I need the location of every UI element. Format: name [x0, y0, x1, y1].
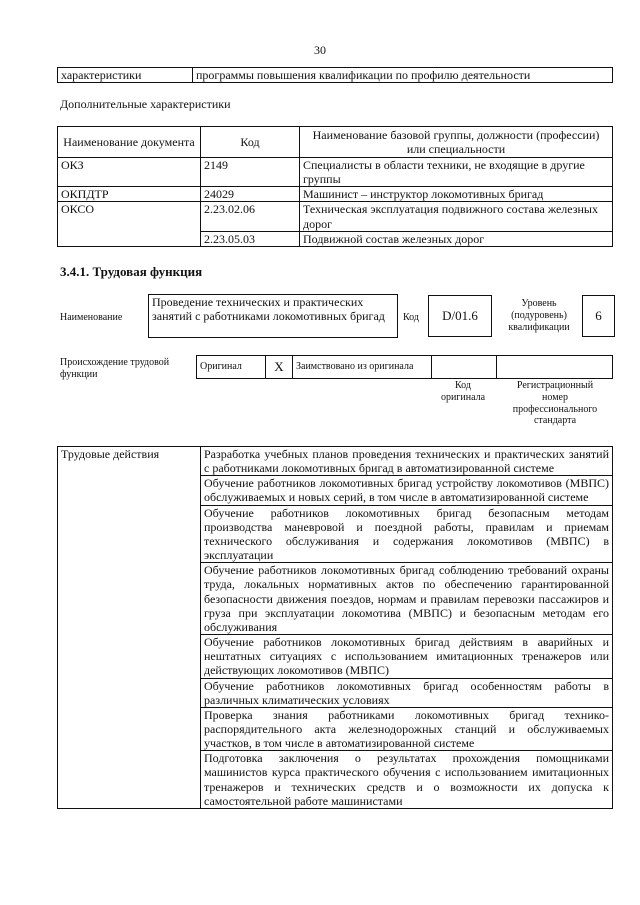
reg-number-caption: Регистрационный номер профессионального стандарта	[512, 380, 598, 427]
header-name: Наименование базовой группы, должности (профессии) или специальности	[300, 127, 613, 158]
code-original-caption: Код оригинала	[440, 380, 486, 403]
labor-action-item: Подготовка заключения о результатах прохождения помощниками машинистов курса практического обучения с использованием имитационных тренажеров и технических средств и о возможности их допуска к самостоятельной работе машинистами	[201, 751, 613, 809]
table-row	[58, 187, 613, 202]
additional-title: Дополнительные характеристики	[60, 97, 231, 111]
labor-action-item: Обучение работников локомотивных бригад действиям в аварийных и нештатных ситуациях с использованием имитационных тренажеров или действующих локомотивов (МВПС)	[201, 635, 613, 678]
row-doc: ОКЗ	[58, 158, 201, 187]
row-code: 24029	[201, 187, 300, 202]
page-number: 30	[314, 43, 326, 57]
table-row	[197, 356, 613, 379]
function-code-value: D/01.6	[442, 308, 478, 323]
function-code-box	[428, 295, 492, 337]
table-row	[58, 68, 613, 83]
additional-table	[57, 126, 613, 247]
labor-action-item: Обучение работников локомотивных бригад соблюдению требований охраны труда, локальных нормативных актов по обеспечению гарантированной безопасности движения поездов, нормам и правилам перевозки пассажиров и груза при эксплуатации локомотива (МВПС) и безопасным методам его обслуживания	[201, 563, 613, 635]
reg-number-cell	[497, 356, 613, 379]
original-label: Оригинал	[197, 356, 266, 379]
row-name: Специалисты в области техники, не входящие в другие группы	[300, 158, 613, 187]
table-header-row	[58, 127, 613, 158]
level-label: Уровень (подуровень) квалификации	[508, 298, 570, 333]
header-document: Наименование документа	[58, 127, 201, 158]
row-code: 2.23.05.03	[201, 231, 300, 246]
borrowed-label: Заимствовано из оригинала	[293, 356, 432, 379]
function-name-label: Наименование	[60, 312, 123, 323]
level-box	[582, 295, 615, 337]
section-title: 3.4.1. Трудовая функция	[60, 264, 203, 279]
header-code: Код	[201, 127, 300, 158]
table-row	[58, 202, 613, 231]
characteristics-label: характеристики	[58, 68, 193, 83]
function-code-label: Код	[403, 312, 419, 323]
row-doc: ОКПДТР	[58, 187, 201, 202]
origin-table	[196, 355, 613, 379]
row-code: 2149	[201, 158, 300, 187]
row-code: 2.23.02.06	[201, 202, 300, 231]
function-name-value: Проведение технических и практических занятий с работниками локомотивных бригад	[152, 295, 385, 324]
labor-action-item: Обучение работников локомотивных бригад устройству локомотивов (МВПС) обслуживаемых и новых серий, в том числе в автоматизированной системе	[201, 476, 613, 505]
level-value: 6	[595, 308, 602, 323]
original-mark: X	[266, 356, 293, 379]
row-name: Подвижной состав железных дорог	[300, 231, 613, 246]
labor-action-item: Проверка знания работниками локомотивных бригад технико-распорядительного акта железнодорожных станций и обслуживаемых участков, в том числе в автоматизированной системе	[201, 707, 613, 750]
labor-action-item: Обучение работников локомотивных бригад безопасным методам производства маневровой и поездной работы, правилам и приемам технического обслуживания и содержания локомотивов (МВПС) в эксплуатации	[201, 505, 613, 563]
row-doc: ОКСО	[58, 202, 201, 231]
code-original-cell	[432, 356, 497, 379]
table-row	[58, 158, 613, 187]
characteristics-value: программы повышения квалификации по профилю деятельности	[193, 68, 613, 83]
characteristics-table	[57, 67, 613, 83]
table-row	[58, 447, 613, 476]
row-doc	[58, 231, 201, 246]
labor-actions-label: Трудовые действия	[58, 447, 201, 809]
labor-action-item: Разработка учебных планов проведения технических и практических занятий с работниками локомотивных бригад в автоматизированной системе	[201, 447, 613, 476]
table-row	[58, 231, 613, 246]
row-name: Машинист – инструктор локомотивных бригад	[300, 187, 613, 202]
row-name: Техническая эксплуатация подвижного состава железных дорог	[300, 202, 613, 231]
origin-label: Происхождение трудовой функции	[60, 357, 170, 380]
labor-action-item: Обучение работников локомотивных бригад особенностям работы в различных климатических условиях	[201, 678, 613, 707]
function-name-box	[148, 294, 398, 338]
labor-actions-table	[57, 446, 613, 809]
